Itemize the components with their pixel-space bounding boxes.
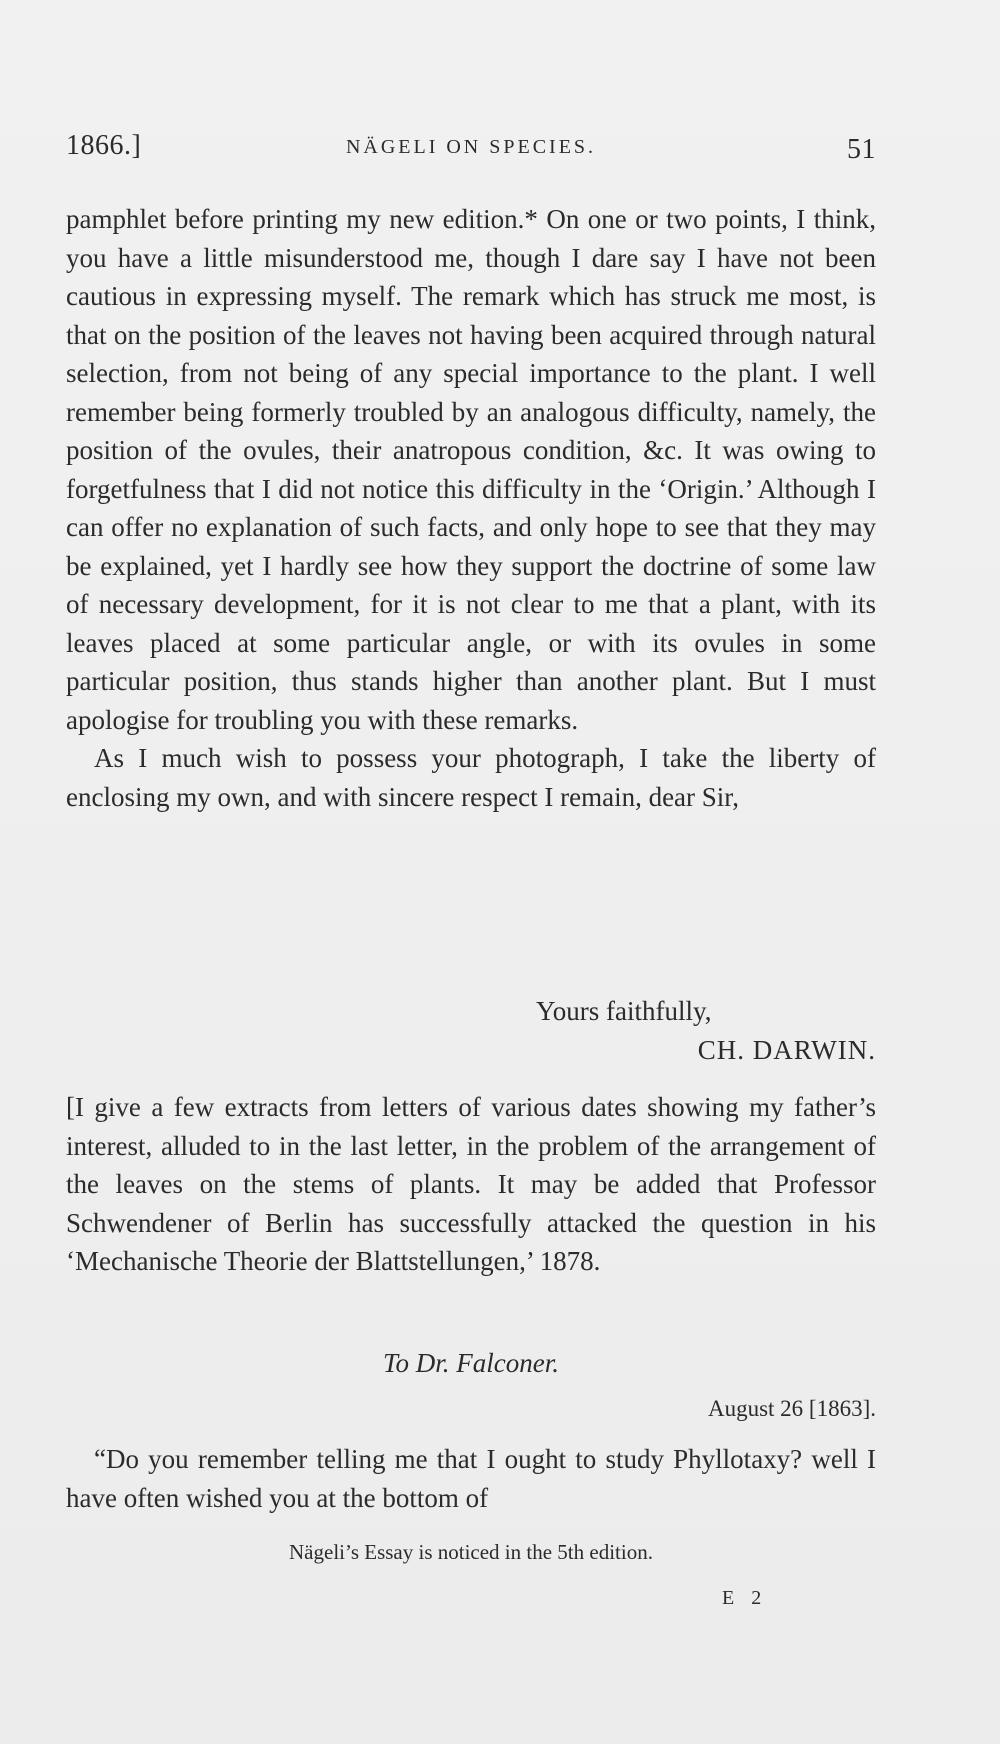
page-header — [66, 126, 876, 166]
valediction: Yours faithfully, — [536, 996, 712, 1026]
page-number: 51 — [847, 134, 876, 165]
running-title: NÄGELI ON SPECIES. — [345, 136, 597, 158]
header-year: 1866.] — [66, 130, 142, 161]
body-paragraph-2: As I much wish to possess your photograph, I take the liberty of enclosing my own, and with sincere respect I remain, dear Sir, — [66, 743, 876, 812]
letter-date: August 26 [1863]. — [707, 1396, 876, 1421]
letter-opening-text: “Do you remember telling me that I ought to study Phyllotaxy? well I have often wished you at the bottom of — [66, 1444, 876, 1513]
footnote: Nägeli’s Essay is noticed in the 5th edition. — [289, 1540, 653, 1564]
printer-signature-mark: E 2 — [722, 1587, 768, 1609]
letter-heading: To Dr. Falconer. — [382, 1348, 560, 1378]
body-paragraph-1: pamphlet before printing my new edition.* On one or two points, I think, you have a little misunderstood me, though I dare say I have not been cautious in expressing myself. The remark which has struck me most, is that on the position of the leaves not having been acquired through natural selection, from not being of any special importance to the plant. I well remember being formerly troubled by an analogous difficulty, namely, the position of the ovules, their anatropous condition, &c. It was owing to forgetfulness that I did not notice this difficulty in the ‘Origin.’ Although I can offer no explanation of such facts, and only hope to see that they may be explained, yet I hardly see how they support the doctrine of some law of necessary development, for it is not clear to me that a plant, with its leaves placed at some particular angle, or with its ovules in some particular position, thus stands higher than another plant. But I must apologise for troubling you with these remarks. — [66, 204, 876, 735]
editorial-note — [66, 1088, 876, 1281]
letter-opening — [66, 1440, 876, 1517]
letter-closing — [66, 992, 876, 1069]
editorial-note-text: [I give a few extracts from letters of various dates showing my father’s interest, alluded to in the last letter, in the problem of the arrangement of the leaves on the stems of plants. It may be added that Professor Schwendener of Berlin has successfully attacked the question in his ‘Mechanische Theorie der Blattstellungen,’ 1878. — [66, 1092, 876, 1276]
signature: CH. DARWIN. — [697, 1034, 876, 1065]
letter-body — [66, 200, 876, 816]
